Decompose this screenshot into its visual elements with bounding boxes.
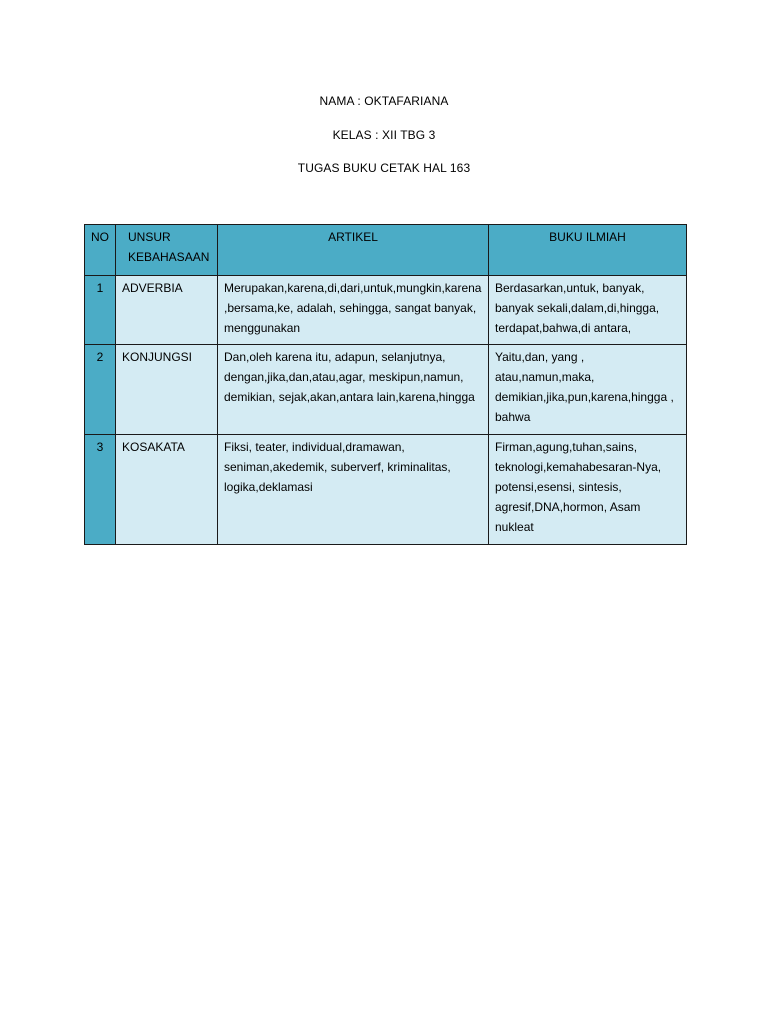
table-row	[85, 345, 687, 435]
artikel-cell: Fiksi, teater, individual,dramawan, seniman,akedemik, suberverf, kriminalitas, logika,deklamasi	[218, 435, 489, 545]
table-row	[85, 435, 687, 545]
unsur-cell: KOSAKATA	[116, 435, 218, 545]
unsur-cell: KONJUNGSI	[116, 345, 218, 435]
assignment-title: TUGAS BUKU CETAK HAL 163	[297, 161, 471, 175]
buku-ilmiah-cell: Firman,agung,tuhan,sains, teknologi,kemahabesaran-Nya, potensi,esensi, sintesis, agresif,DNA,hormon, Asam nukleat	[489, 435, 687, 545]
column-header-unsur-line1: UNSUR	[128, 230, 171, 244]
row-number: 2	[85, 345, 116, 435]
column-header-no: NO	[85, 225, 116, 276]
artikel-cell: Dan,oleh karena itu, adapun, selanjutnya, dengan,jika,dan,atau,agar, meskipun,namun, demikian, sejak,akan,antara lain,karena,hingga	[218, 345, 489, 435]
row-number: 1	[85, 276, 116, 345]
column-header-buku-ilmiah: BUKU ILMIAH	[489, 225, 687, 276]
student-name: NAMA : OKTAFARIANA	[319, 94, 449, 108]
row-number: 3	[85, 435, 116, 545]
student-class: KELAS : XII TBG 3	[332, 128, 436, 142]
unsur-cell: ADVERBIA	[116, 276, 218, 345]
column-header-artikel: ARTIKEL	[218, 225, 489, 276]
table-header-row	[85, 225, 687, 276]
buku-ilmiah-cell: Berdasarkan,untuk, banyak, banyak sekali,dalam,di,hingga, terdapat,bahwa,di antara,	[489, 276, 687, 345]
column-header-unsur	[116, 225, 218, 276]
buku-ilmiah-cell: Yaitu,dan, yang , atau,namun,maka, demikian,jika,pun,karena,hingga , bahwa	[489, 345, 687, 435]
table-row	[85, 276, 687, 345]
artikel-cell: Merupakan,karena,di,dari,untuk,mungkin,karena,bersama,ke, adalah, sehingga, sangat banyak, menggunakan	[218, 276, 489, 345]
language-elements-table	[84, 224, 687, 545]
column-header-unsur-line2: KEBAHASAAN	[128, 250, 210, 264]
